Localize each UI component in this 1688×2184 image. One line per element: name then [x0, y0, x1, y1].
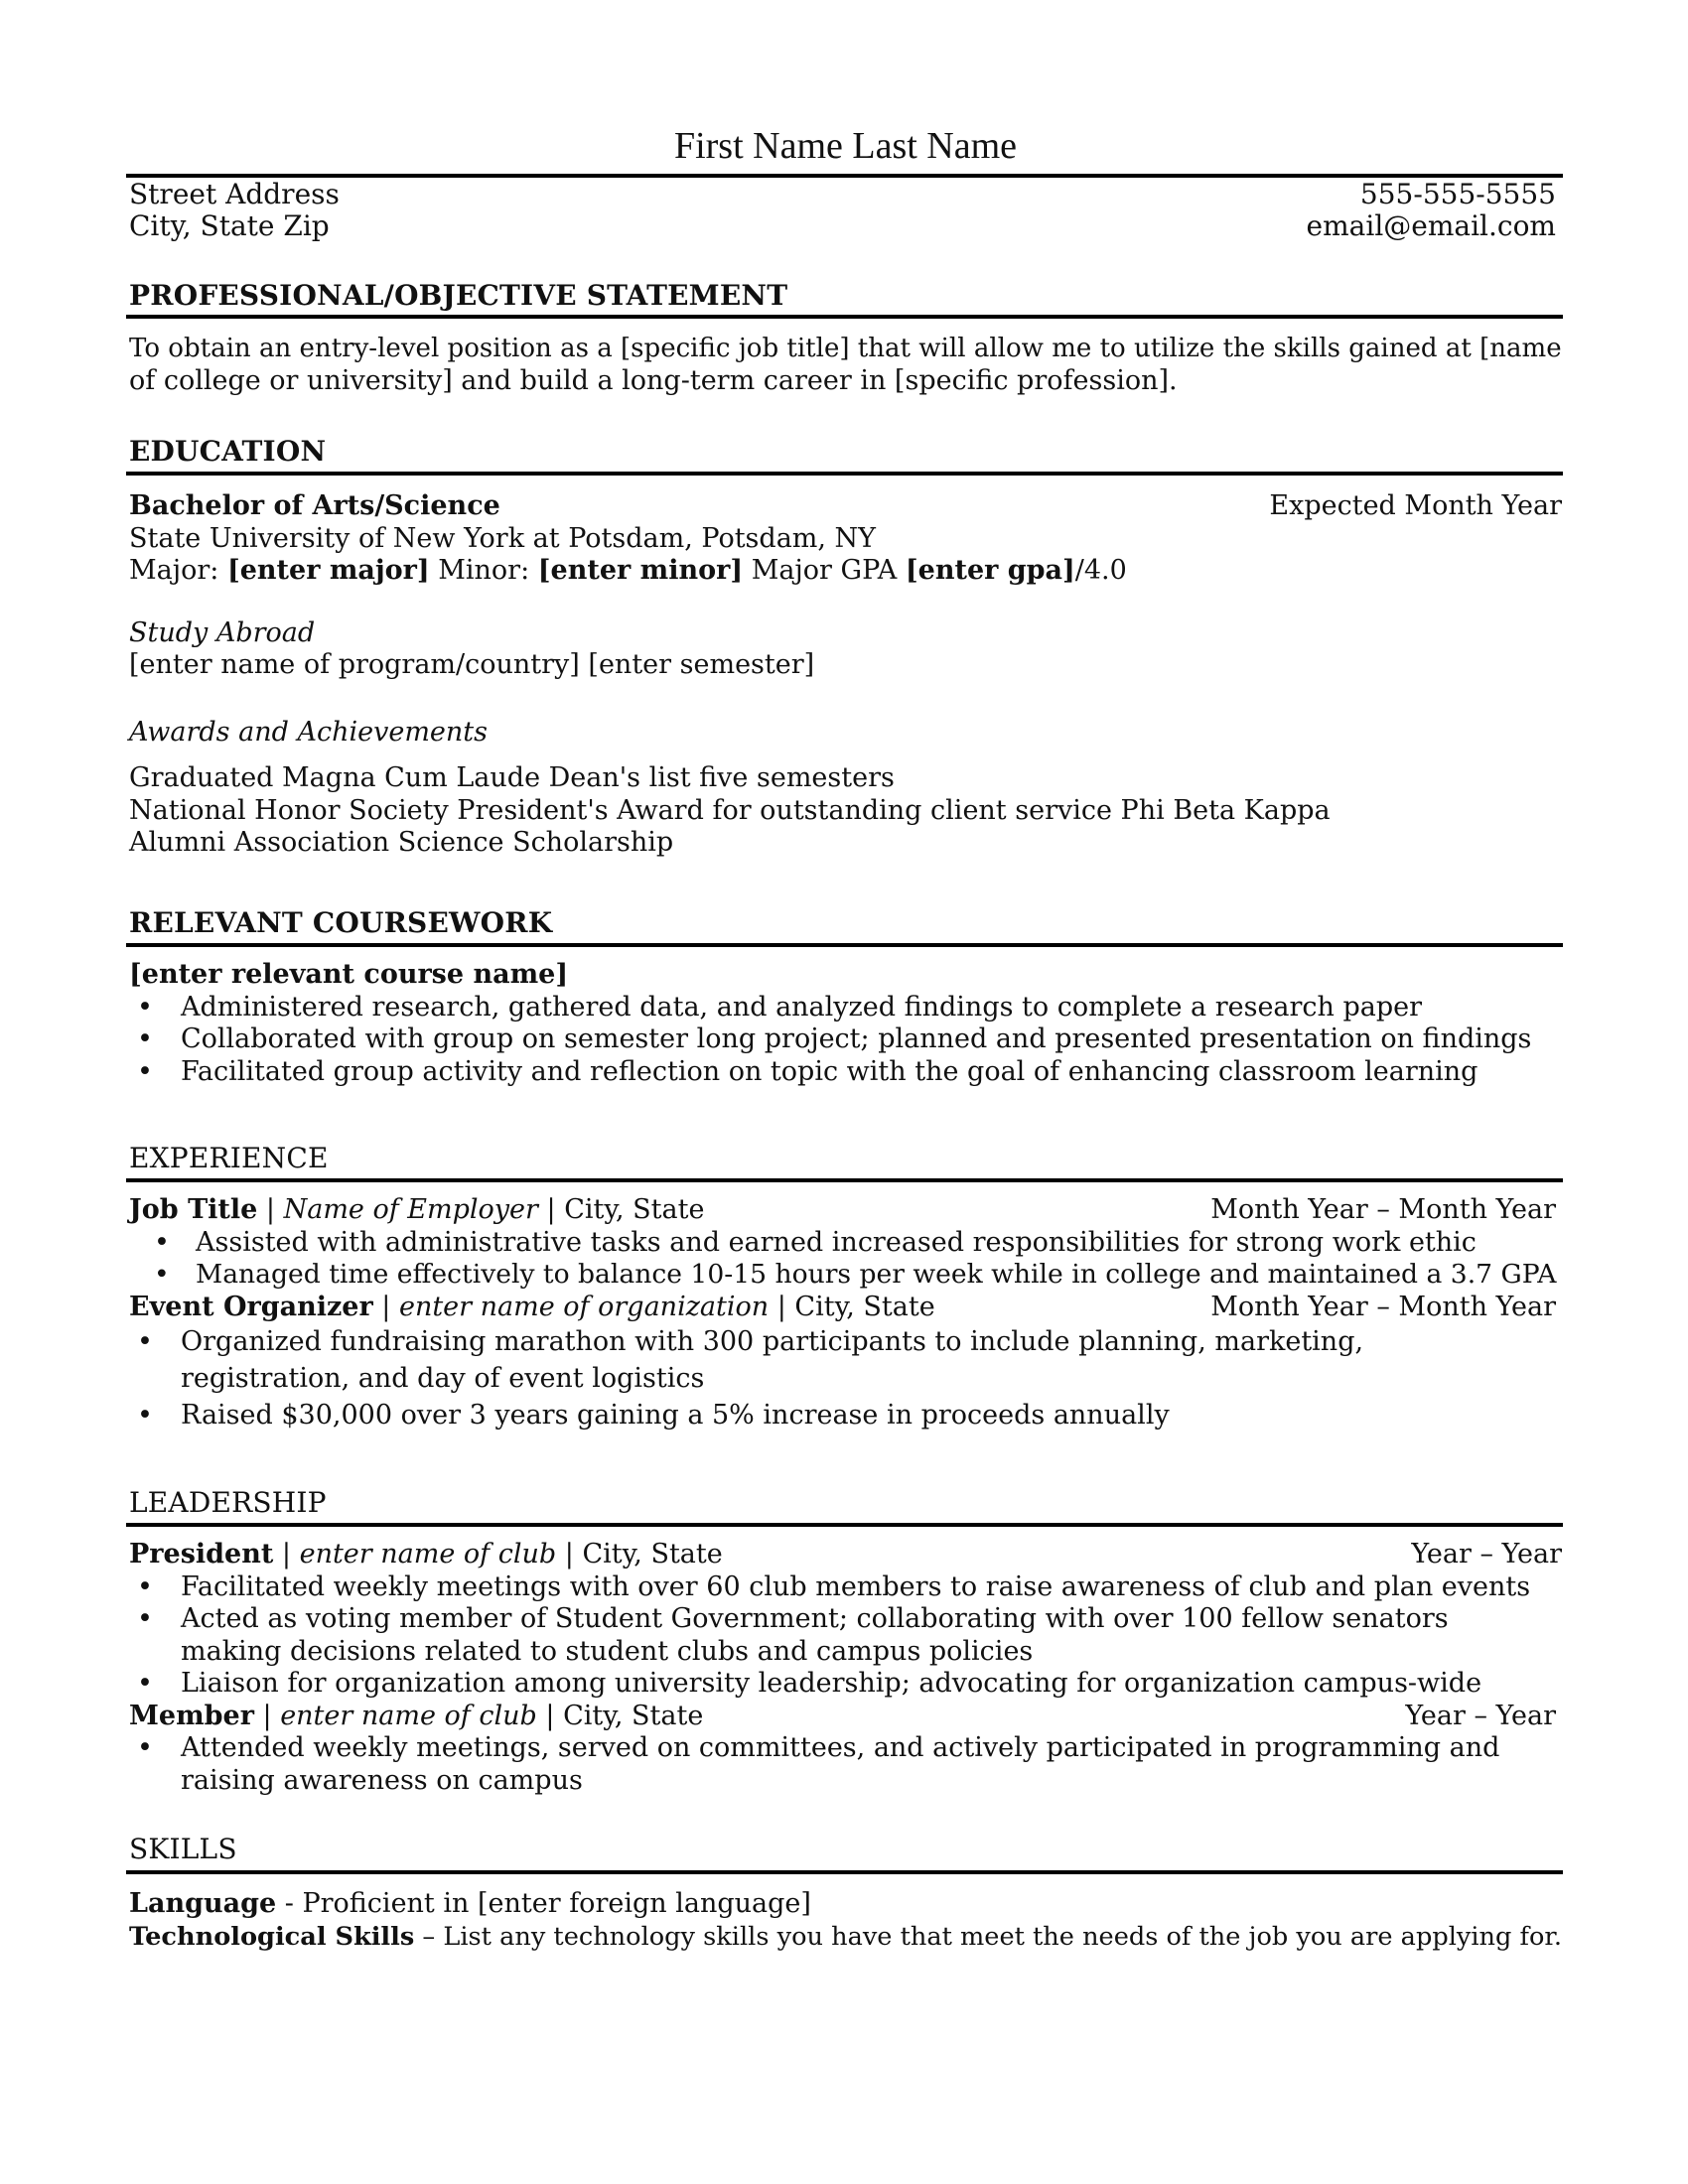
award-item: National Honor Society President's Award for outstanding client service Phi Beta Kappa	[129, 794, 1331, 826]
skills-heading: SKILLS	[129, 1833, 237, 1865]
job-bullet: • Managed time effectively to balance 10-15 hours per week while in college and maintained a 3.7 GPA	[129, 1259, 1556, 1292]
experience-divider	[126, 1178, 1563, 1182]
objective-heading: PROFESSIONAL/OBJECTIVE STATEMENT	[129, 279, 788, 312]
club-name: enter name of club	[299, 1539, 557, 1570]
skill-text: Proficient in [enter foreign language]	[302, 1888, 811, 1919]
objective-statement	[129, 333, 1562, 397]
job-header: Event Organizer | enter name of organization | City, State Month Year – Month Year	[129, 1291, 1556, 1322]
job-dates: Month Year – Month Year	[1210, 1291, 1556, 1322]
objective-line: of college or university] and build a long-term career in [specific profession].	[129, 364, 1178, 396]
role-bullet: • Facilitated weekly meetings with over 60 club members to raise awareness of club and plan events	[129, 1571, 1562, 1604]
major-value: [enter major]	[226, 555, 430, 586]
leadership-heading: LEADERSHIP	[129, 1486, 327, 1519]
role-location: City, State	[582, 1539, 723, 1570]
job-dates: Month Year – Month Year	[1210, 1194, 1556, 1225]
role-location: City, State	[563, 1700, 704, 1731]
experience-heading: EXPERIENCE	[129, 1142, 329, 1174]
phone-number: 555-555-5555	[1359, 178, 1556, 210]
degree-title: Bachelor of Arts/Science	[129, 490, 500, 521]
coursework-bullet: • Administered research, gathered data, and analyzed findings to complete a research paper	[129, 992, 1562, 1024]
experience-block	[129, 1194, 1556, 1433]
skill-label: Language	[129, 1888, 277, 1919]
role-header: President | enter name of club | City, State Year – Year	[129, 1539, 1562, 1570]
course-name: [enter relevant course name]	[129, 959, 569, 990]
skill-text: List any technology skills you have that meet the needs of the job you are applying for.	[443, 1921, 1562, 1952]
school-name: State University of New York at Potsdam, Potsdam, NY	[129, 522, 877, 554]
skill-item: Language - Proficient in [enter foreign language]	[129, 1888, 811, 1919]
job-bullet: • Assisted with administrative tasks and earned increased responsibilities for strong work ethic	[129, 1227, 1556, 1260]
job-bullet: • Organized fundraising marathon with 300 participants to include planning, marketing, registration, and day of event logistics	[129, 1323, 1556, 1397]
job-title: Event Organizer	[129, 1291, 373, 1322]
role-dates: Year – Year	[1411, 1539, 1562, 1570]
objective-line: To obtain an entry-level position as a [specific job title] that will allow me to utilize the skills gained at [name	[129, 334, 1562, 363]
coursework-bullet: • Collaborated with group on semester long project; planned and presented presentation on findings	[129, 1024, 1562, 1056]
study-abroad-value: [enter name of program/country] [enter semester]	[129, 649, 815, 680]
major-minor-gpa: Major: [enter major] Minor: [enter minor] Major GPA [enter gpa]/4.0	[129, 555, 1127, 586]
role-bullet: • Attended weekly meetings, served on committees, and actively participated in programming and raising awareness on campus	[129, 1732, 1562, 1797]
skills-block	[129, 1888, 1562, 1953]
education-divider	[126, 472, 1563, 476]
minor-value: [enter minor]	[537, 555, 744, 586]
header-divider	[126, 174, 1563, 178]
leadership-block	[129, 1539, 1562, 1797]
coursework-block	[129, 959, 1562, 1088]
study-abroad-label: Study Abroad	[129, 616, 316, 648]
job-header: Job Title | Name of Employer | City, State Month Year – Month Year	[129, 1194, 1556, 1225]
email-address: email@email.com	[1306, 209, 1556, 242]
street-address: Street Address	[129, 178, 340, 210]
education-heading: EDUCATION	[129, 435, 327, 468]
club-name: enter name of club	[280, 1700, 537, 1731]
awards-label: Awards and Achievements	[129, 716, 489, 748]
award-item: Alumni Association Science Scholarship	[129, 827, 674, 858]
coursework-divider	[126, 943, 1563, 947]
role-bullet: • Liaison for organization among university leadership; advocating for organization campus-wide	[129, 1668, 1562, 1701]
objective-divider	[126, 315, 1563, 319]
role-title: President	[129, 1539, 274, 1570]
coursework-bullet: • Facilitated group activity and reflection on topic with the goal of enhancing classroom learning	[129, 1056, 1562, 1089]
award-item: Graduated Magna Cum Laude Dean's list five semesters	[129, 762, 895, 793]
role-dates: Year – Year	[1405, 1700, 1556, 1731]
candidate-name: First Name Last Name	[673, 125, 1018, 167]
role-header: Member | enter name of club | City, State Year – Year	[129, 1700, 1556, 1731]
gpa-value: [enter gpa]	[905, 555, 1075, 586]
employer-name: Name of Employer	[283, 1194, 538, 1225]
job-title: Job Title	[129, 1194, 258, 1225]
skill-label: Technological Skills	[129, 1921, 415, 1952]
graduation-date: Expected Month Year	[1269, 490, 1562, 521]
job-bullet: • Raised $30,000 over 3 years gaining a 5% increase in proceeds annually	[129, 1397, 1556, 1433]
skill-item: Technological Skills – List any technology skills you have that meet the needs of the job you are applying for.	[129, 1921, 1562, 1952]
education-block	[129, 490, 1562, 860]
role-bullet: • Acted as voting member of Student Government; collaborating with over 100 fellow senators making decisions related to student clubs and campus policies	[129, 1603, 1562, 1668]
employer-name: enter name of organization	[398, 1291, 770, 1322]
job-location: City, State	[564, 1194, 705, 1225]
skills-divider	[126, 1870, 1563, 1874]
coursework-heading: RELEVANT COURSEWORK	[129, 906, 553, 939]
job-location: City, State	[794, 1291, 935, 1322]
city-state-zip: City, State Zip	[129, 209, 330, 242]
leadership-divider	[126, 1523, 1563, 1527]
role-title: Member	[129, 1700, 254, 1731]
